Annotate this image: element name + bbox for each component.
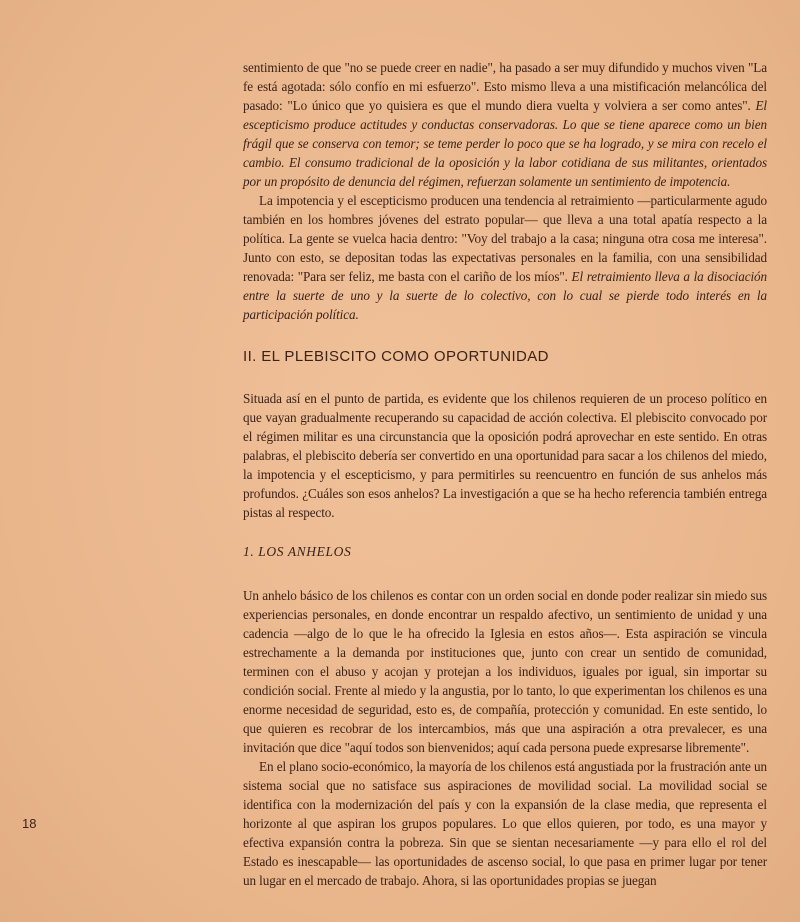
text-run: sentimiento de que "no se puede creer en nadie", ha pasado a ser muy difundido y muchos viven "La fe está agotada: sólo confío en mi esfuerzo". Esto mismo lleva a una mistificación melancólica del pasado: "Lo único que yo quisiera es que el mundo diera vuelta y volviera a ser como antes".	[243, 60, 767, 113]
paragraph-anhelos-2: En el plano socio-económico, la mayoría de los chilenos está angustiada por la frustración ante un sistema social que no satisface sus aspiraciones de movilidad social. La movilidad social se identifica con la modernización del país y con la expansión de la clase media, que representa el horizonte al que aspiran los grupos populares. Lo que ellos quieren, por todo, es una mayor y efectiva expansión contra la pobreza. Sin que se sientan necesariamente —y para ello el rol del Estado es inescapable— las oportunidades de ascenso social, lo que pasa en primer lugar por tener un lugar en el mercado de trabajo. Ahora, si las oportunidades propias se juegan	[243, 759, 767, 888]
section-heading-plebiscito: II. EL PLEBISCITO COMO OPORTUNIDAD	[243, 348, 549, 365]
paragraph-intro-1	[243, 58, 767, 191]
italic-run: El retraimiento lleva a la disociación entre la suerte de uno y la suerte de lo colectivo, con lo cual se pierde todo interés en la participación política.	[243, 269, 768, 322]
page-number: 18	[22, 816, 37, 831]
paragraph-intro-2	[243, 191, 767, 324]
text-column	[243, 58, 767, 890]
subsection-heading-anhelos: 1. LOS ANHELOS	[243, 544, 352, 559]
paragraph-anhelos-1: Un anhelo básico de los chilenos es contar con un orden social en donde poder realizar sin miedo sus experiencias personales, en donde encontrar un respaldo afectivo, un sentimiento de unidad y una cadencia —algo de lo que le ha ofrecido la Iglesia en estos años—. Esta aspiración se vincula estrechamente a la demanda por instituciones que, junto con crear un sentido de comunidad, terminen con el abuso y acojan y protejan a los individuos, iguales por igual, sin importar su condición social. Frente al miedo y la angustia, por lo tanto, lo que experimentan los chilenos es una enorme necesidad de seguridad, esto es, de compañía, protección y comunidad. En este sentido, lo que quieren es recobrar de los intercambios, más que una aspiración a otra prevalecer, es una invitación que dice "aquí todos son bienvenidos; aquí cada persona puede expresarse libremente".	[243, 588, 767, 755]
italic-run: El escepticismo produce actitudes y conductas conservadoras. Lo que se tiene aparece como un bien frágil que se conserva con temor; se teme perder lo poco que se ha logrado, y se mira con recelo el cambio.	[243, 98, 767, 170]
paragraph-plebiscito: Situada así en el punto de partida, es evidente que los chilenos requieren de un proceso político en que vayan gradualmente recuperando su capacidad de acción colectiva. El plebiscito convocado por el régimen militar es una circunstancia que la oposición podrá aprovechar en este sentido. En otras palabras, el plebiscito debería ser convertido en una oportunidad para sacar a los chilenos del miedo, la impotencia y el escepticismo, y para permitirles su reencuentro en función de sus anhelos más profundos. ¿Cuáles son esos anhelos? La investigación a que se ha hecho referencia también entrega pistas al respecto.	[243, 391, 767, 520]
italic-run: El consumo tradicional de la oposición y la labor cotidiana de sus militantes, orientados por un propósito de denuncia del régimen, refuerzan solamente un sentimiento de impotencia.	[243, 155, 767, 189]
text-run: La impotencia y el escepticismo producen una tendencia al retraimiento —particularmente agudo también en los hombres jóvenes del estrato popular— que lleva a una total apatía respecto a la política. La gente se vuelca hacia dentro: "Voy del trabajo a la casa; ninguna otra cosa me interesa". Junto con esto, se depositan todas las expectativas personales en la familia, con una sensibilidad renovada: "Para ser feliz, me basta con el cariño de los míos".	[243, 193, 767, 284]
